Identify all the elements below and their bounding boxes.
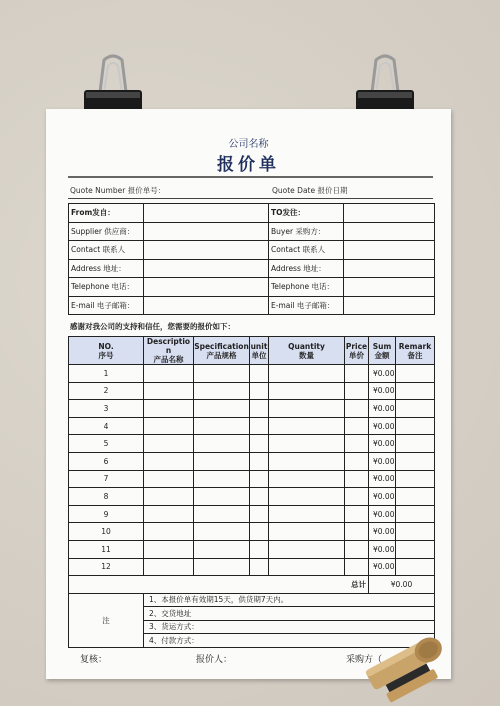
cell-price[interactable] [345, 400, 369, 418]
cell-qty[interactable] [269, 400, 345, 418]
cell-spec[interactable] [194, 523, 250, 541]
cell-no: 4 [69, 417, 144, 435]
cell-no: 6 [69, 452, 144, 470]
table-row [69, 488, 435, 506]
cell-remark[interactable] [396, 470, 435, 488]
col-header-description: Descriptio n 产品名称 [144, 337, 194, 365]
table-row [69, 452, 435, 470]
col-header-sum: Sum 金额 [369, 337, 396, 365]
cell-remark[interactable] [396, 400, 435, 418]
cell-spec[interactable] [194, 365, 250, 383]
col-header-quantity: Quantity 数量 [269, 337, 345, 365]
field-label: E-mail 电子邮箱： [69, 296, 144, 315]
cell-no: 3 [69, 400, 144, 418]
cell-desc[interactable] [144, 365, 194, 383]
table-row [69, 435, 435, 453]
cell-no: 7 [69, 470, 144, 488]
cell-unit[interactable] [250, 470, 269, 488]
note-item: 3、货运方式： [144, 620, 435, 634]
cell-unit[interactable] [250, 523, 269, 541]
field-label: Supplier 供应商： [69, 222, 144, 241]
cell-sum: ¥0.00 [369, 452, 396, 470]
table-row [69, 540, 435, 558]
cell-unit[interactable] [250, 505, 269, 523]
cell-sum: ¥0.00 [369, 470, 396, 488]
cell-sum: ¥0.00 [369, 558, 396, 576]
table-row [69, 558, 435, 576]
cell-price[interactable] [345, 470, 369, 488]
cell-sum: ¥0.00 [369, 505, 396, 523]
divider [68, 176, 433, 178]
cell-spec[interactable] [194, 558, 250, 576]
cell-qty[interactable] [269, 382, 345, 400]
cell-unit[interactable] [250, 488, 269, 506]
note-item: 1、本报价单有效期15天，供货期7天内。 [144, 593, 435, 607]
cell-qty[interactable] [269, 540, 345, 558]
cell-remark[interactable] [396, 523, 435, 541]
to-label: TO发往： [269, 204, 344, 223]
cell-spec[interactable] [194, 435, 250, 453]
field-value[interactable] [344, 278, 435, 297]
field-value[interactable] [144, 222, 269, 241]
cell-desc[interactable] [144, 452, 194, 470]
cell-unit[interactable] [250, 417, 269, 435]
cell-qty[interactable] [269, 558, 345, 576]
col-header-specification: Specification 产品规格 [194, 337, 250, 365]
cell-remark[interactable] [396, 505, 435, 523]
cell-no: 5 [69, 435, 144, 453]
cell-spec[interactable] [194, 470, 250, 488]
cell-desc[interactable] [144, 435, 194, 453]
cell-remark[interactable] [396, 558, 435, 576]
company-name: 公司名称 [228, 139, 269, 150]
field-label: Address 地址： [269, 259, 344, 278]
cell-remark[interactable] [396, 540, 435, 558]
cell-price[interactable] [345, 452, 369, 470]
cell-desc[interactable] [144, 505, 194, 523]
cell-sum: ¥0.00 [369, 435, 396, 453]
cell-sum: ¥0.00 [369, 540, 396, 558]
field-value[interactable] [144, 296, 269, 315]
rubber-stamp-icon [350, 628, 460, 706]
col-header-price: Price 单价 [345, 337, 369, 365]
cell-price[interactable] [345, 488, 369, 506]
cell-price[interactable] [345, 382, 369, 400]
cell-unit[interactable] [250, 540, 269, 558]
cell-qty[interactable] [269, 435, 345, 453]
cell-no: 10 [69, 523, 144, 541]
quote-date-label: Quote Date 报价日期 [272, 186, 348, 195]
cell-price[interactable] [345, 435, 369, 453]
table-row [69, 365, 435, 383]
cell-desc[interactable] [144, 558, 194, 576]
quote-number-label: Quote Number 报价单号： [70, 186, 166, 195]
cell-price[interactable] [345, 523, 369, 541]
field-value[interactable] [344, 259, 435, 278]
reviewer-label: 复核： [80, 655, 108, 665]
cell-qty[interactable] [269, 505, 345, 523]
col-header-unit: unit 单位 [250, 337, 269, 365]
cell-sum: ¥0.00 [369, 523, 396, 541]
cell-sum: ¥0.00 [369, 488, 396, 506]
buyer-sign-label: 采购方（ [346, 655, 383, 665]
field-label: Buyer 采购方： [269, 222, 344, 241]
table-row [69, 505, 435, 523]
cell-desc[interactable] [144, 488, 194, 506]
from-label: From发自： [69, 204, 144, 223]
field-value[interactable] [344, 296, 435, 315]
cell-remark[interactable] [396, 417, 435, 435]
cell-remark[interactable] [396, 382, 435, 400]
cell-unit[interactable] [250, 435, 269, 453]
field-label: Address 地址： [69, 259, 144, 278]
cell-spec[interactable] [194, 505, 250, 523]
cell-price[interactable] [345, 558, 369, 576]
cell-desc[interactable] [144, 400, 194, 418]
cell-desc[interactable] [144, 417, 194, 435]
cell-unit[interactable] [250, 558, 269, 576]
field-label: E-mail 电子邮箱： [269, 296, 344, 315]
total-label: 总计 [69, 576, 369, 594]
page-title: 报价单 [217, 155, 280, 175]
cell-no: 9 [69, 505, 144, 523]
cell-spec[interactable] [194, 540, 250, 558]
cell-price[interactable] [345, 505, 369, 523]
field-value[interactable] [344, 222, 435, 241]
from-value[interactable] [144, 204, 269, 223]
cell-sum: ¥0.00 [369, 417, 396, 435]
total-value: ¥0.00 [369, 576, 435, 594]
quoter-label: 报价人： [196, 655, 233, 665]
cell-sum: ¥0.00 [369, 400, 396, 418]
cell-unit[interactable] [250, 400, 269, 418]
thanks-note: 感谢对我公司的支持和信任，您需要的报价如下： [70, 322, 235, 331]
cell-no: 11 [69, 540, 144, 558]
cell-qty[interactable] [269, 417, 345, 435]
field-label: Telephone 电话： [69, 278, 144, 297]
table-row [69, 523, 435, 541]
table-row [69, 470, 435, 488]
cell-price[interactable] [345, 417, 369, 435]
field-label: Telephone 电话： [269, 278, 344, 297]
cell-spec[interactable] [194, 452, 250, 470]
cell-qty[interactable] [269, 452, 345, 470]
divider [68, 198, 433, 199]
table-row [69, 382, 435, 400]
field-value[interactable] [144, 278, 269, 297]
cell-unit[interactable] [250, 365, 269, 383]
cell-remark[interactable] [396, 488, 435, 506]
cell-price[interactable] [345, 540, 369, 558]
cell-remark[interactable] [396, 435, 435, 453]
cell-no: 8 [69, 488, 144, 506]
table-row [69, 417, 435, 435]
cell-spec[interactable] [194, 400, 250, 418]
cell-remark[interactable] [396, 452, 435, 470]
cell-desc[interactable] [144, 470, 194, 488]
cell-qty[interactable] [269, 365, 345, 383]
cell-sum: ¥0.00 [369, 382, 396, 400]
note-item: 4、付款方式： [144, 634, 435, 648]
cell-qty[interactable] [269, 523, 345, 541]
field-value[interactable] [144, 259, 269, 278]
cell-no: 12 [69, 558, 144, 576]
col-header-remark: Remark 备注 [396, 337, 435, 365]
col-header-no: NO. 序号 [69, 337, 144, 365]
cell-spec[interactable] [194, 417, 250, 435]
cell-remark[interactable] [396, 365, 435, 383]
cell-no: 1 [69, 365, 144, 383]
cell-no: 2 [69, 382, 144, 400]
cell-qty[interactable] [269, 488, 345, 506]
field-label: Contact 联系人 [69, 241, 144, 260]
cell-unit[interactable] [250, 382, 269, 400]
party-info-table [68, 203, 435, 315]
cell-desc[interactable] [144, 382, 194, 400]
field-value[interactable] [344, 241, 435, 260]
cell-unit[interactable] [250, 452, 269, 470]
cell-sum: ¥0.00 [369, 365, 396, 383]
table-row [69, 400, 435, 418]
field-label: Contact 联系人 [269, 241, 344, 260]
cell-spec[interactable] [194, 488, 250, 506]
cell-price[interactable] [345, 365, 369, 383]
note-item: 2、交货地址 [144, 607, 435, 621]
to-value[interactable] [344, 204, 435, 223]
cell-qty[interactable] [269, 470, 345, 488]
quote-sheet [46, 109, 451, 679]
cell-desc[interactable] [144, 540, 194, 558]
cell-spec[interactable] [194, 382, 250, 400]
cell-desc[interactable] [144, 523, 194, 541]
items-table [68, 336, 435, 648]
notes-label: 注 [69, 593, 144, 647]
field-value[interactable] [144, 241, 269, 260]
